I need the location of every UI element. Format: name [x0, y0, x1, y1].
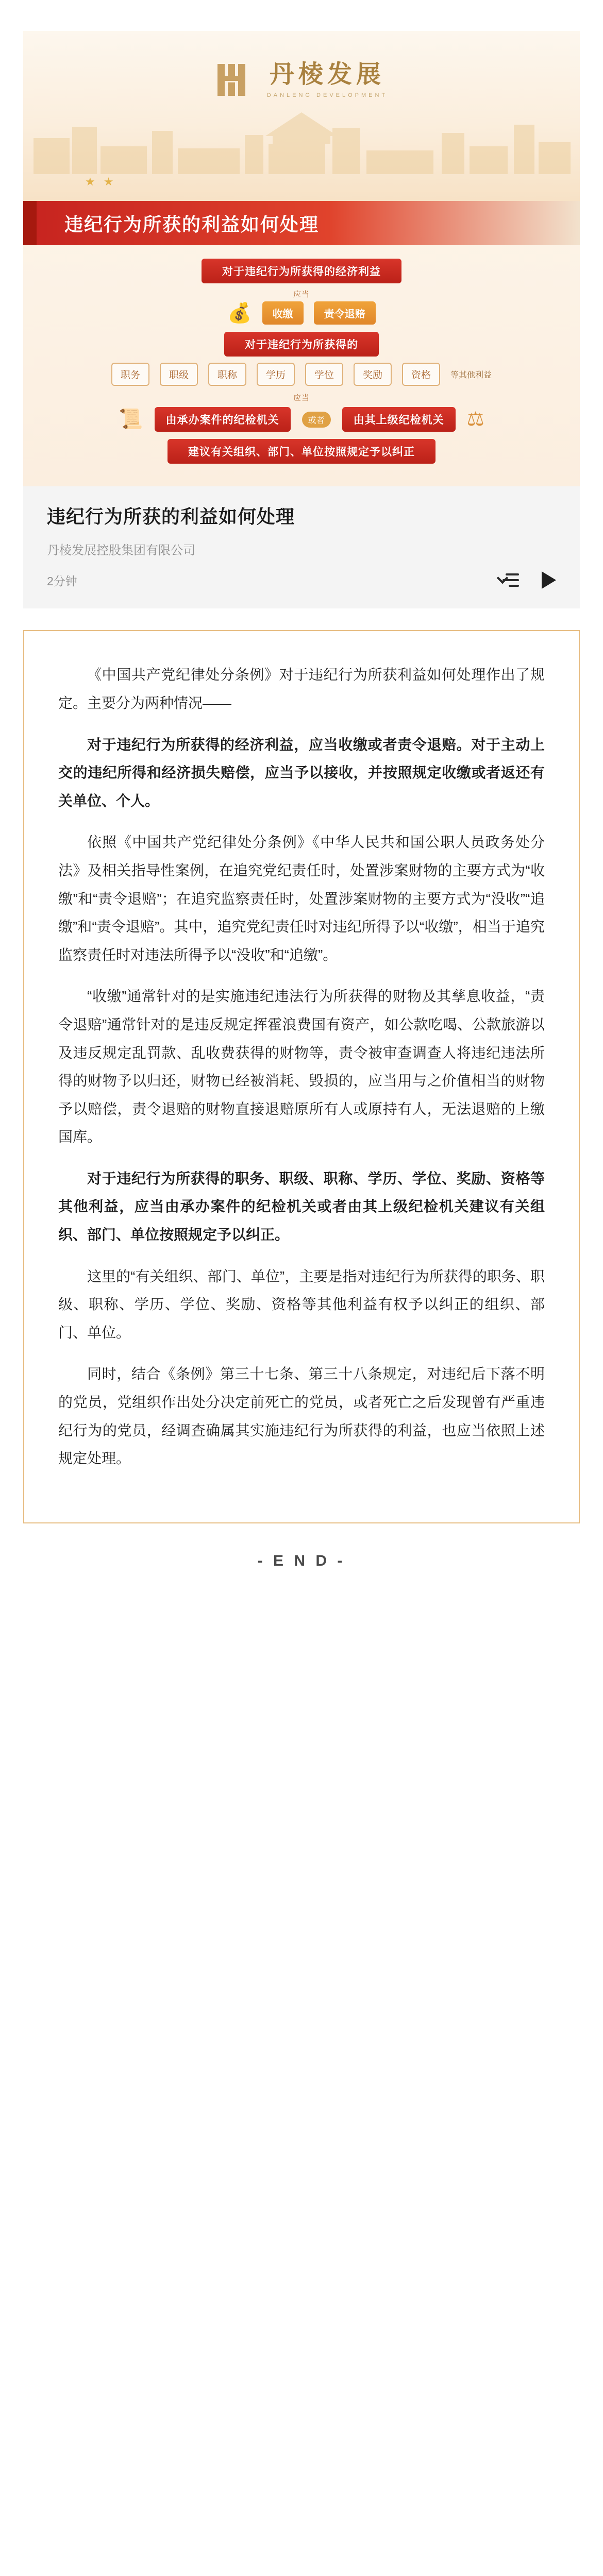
play-icon[interactable]	[542, 571, 556, 589]
playlist-icon[interactable]	[498, 572, 519, 588]
read-duration: 2分钟	[47, 574, 77, 588]
article-paragraph: 同时，结合《条例》第三十七条、第三十八条规定，对违纪后下落不明的党员，党组织作出处分决定前死亡的党员，或者死亡之后发现曾有严重违纪行为的党员，经调查确属其实施违纪行为所获得的利益，也应当依照上述规定处理。	[58, 1366, 545, 1467]
publisher-name: 丹棱发展控股集团有限公司	[47, 544, 195, 558]
infographic-title: 违纪行为所获的利益如何处理	[64, 213, 320, 235]
flow-connector-or: 或者	[302, 412, 331, 428]
flow-row-branch	[51, 301, 552, 325]
article-paragraph: 对于违纪行为所获得的职务、职级、职称、学历、学位、奖励、资格等其他利益，应当由承办案件的纪检机关或者由其上级纪检机关建议有关组织、部门、单位按照规定予以纠正。	[58, 1170, 545, 1243]
article-paragraph: 对于违纪行为所获得的经济利益，应当收缴或者责令退赔。对于主动上交的违纪所得和经济损失赔偿，应当予以接收，并按照规定收缴或者返还有关单位、个人。	[58, 736, 545, 809]
article-paragraph: 这里的“有关组织、部门、单位”，主要是指对违纪行为所获得的职务、职级、职称、学历、学位、奖励、资格等其他利益有权予以纠正的组织、部门、单位。	[58, 1268, 545, 1341]
flow-node-other-benefit: 对于违纪行为所获得的	[224, 332, 379, 357]
benefit-chip: 学位	[305, 363, 343, 386]
benefit-chip: 职称	[208, 363, 246, 386]
flow-row-bottom	[51, 439, 552, 464]
flow-node-handling-authority: 由承办案件的纪检机关	[155, 407, 291, 432]
flow-node-order-refund: 责令退赔	[314, 301, 376, 325]
skyline-illustration	[23, 97, 580, 174]
benefit-chip: 职级	[160, 363, 198, 386]
flow-node-confiscate: 收缴	[262, 301, 304, 325]
benefit-chip: 职务	[111, 363, 149, 386]
gavel-icon: ⚖	[466, 409, 484, 430]
star-icon: ★	[85, 175, 95, 188]
money-bag-icon: 💰	[227, 302, 252, 324]
end-marker: - E N D -	[257, 1552, 346, 1569]
flow-row-second-pill	[51, 332, 552, 357]
infographic-flow	[23, 245, 580, 464]
flow-connector-should-top: 应当	[293, 290, 310, 299]
flow-row-benefits	[51, 363, 552, 386]
player-controls	[498, 571, 556, 589]
benefit-chip: 奖励	[354, 363, 392, 386]
star-decoration	[85, 176, 113, 188]
article-meta	[23, 486, 580, 608]
article-paragraph: 依照《中国共产党纪律处分条例》《中华人民共和国公职人员政务处分法》及相关指导性案例，在追究党纪责任时，处置涉案财物的主要方式为“收缴”和“责令退赔”；在追究监察责任时，处置涉案财物的主要方式为“没收”“追缴”和“责令退赔”。其中，追究党纪责任时对违纪所得予以“收缴”，相当于追究监察责任时对违法所得予以“没收”和“追缴”。	[58, 834, 545, 963]
article-paragraph: “收缴”通常针对的是实施违纪违法行为所获得的财物及其孳息收益，“责令退赔”通常针对的是违反规定挥霍浪费国有资产，如公款吃喝、公款旅游以及违反规定乱罚款、乱收费获得的财物等，责令被审查调查人将违纪违法所得的财物予以归还，财物已经被消耗、毁损的，应当用与之价值相当的财物予以赔偿，责令退赔的财物直接退赔原所有人或原持有人，无法退赔的上缴国库。	[58, 988, 545, 1145]
article-page	[0, 31, 603, 2576]
benefit-chip: 资格	[402, 363, 440, 386]
infographic-title-strip	[23, 201, 580, 245]
brand-title: 丹棱发展	[269, 60, 385, 88]
company-logo-icon	[215, 61, 254, 99]
brand-subtitle: DANLENG DEVELOPMENT	[266, 92, 388, 99]
flow-node-correction-advice: 建议有关组织、部门、单位按照规定予以纠正	[167, 439, 435, 464]
flow-node-superior-authority: 由其上级纪检机关	[342, 407, 456, 432]
article-paragraph: 《中国共产党纪律处分条例》对于违纪行为所获利益如何处理作出了规定。主要分为两种情况——	[58, 667, 545, 711]
brand-lockup	[23, 61, 580, 99]
brand-text	[267, 61, 388, 99]
flow-connector-should-mid: 应当	[293, 394, 310, 402]
flow-row-top	[51, 259, 552, 283]
star-icon: ★	[103, 175, 114, 188]
benefit-chip: 学历	[257, 363, 295, 386]
meta-controls-row	[47, 571, 556, 589]
brand-banner	[23, 31, 580, 201]
scroll-icon: 📜	[119, 409, 143, 430]
infographic-card	[23, 201, 580, 486]
article-body	[23, 630, 580, 1523]
flow-row-authorities	[51, 407, 552, 432]
page-title: 违纪行为所获的利益如何处理	[47, 506, 295, 527]
flow-node-economic-benefit: 对于违纪行为所获得的经济利益	[202, 259, 401, 283]
benefit-note: 等其他利益	[450, 371, 492, 380]
